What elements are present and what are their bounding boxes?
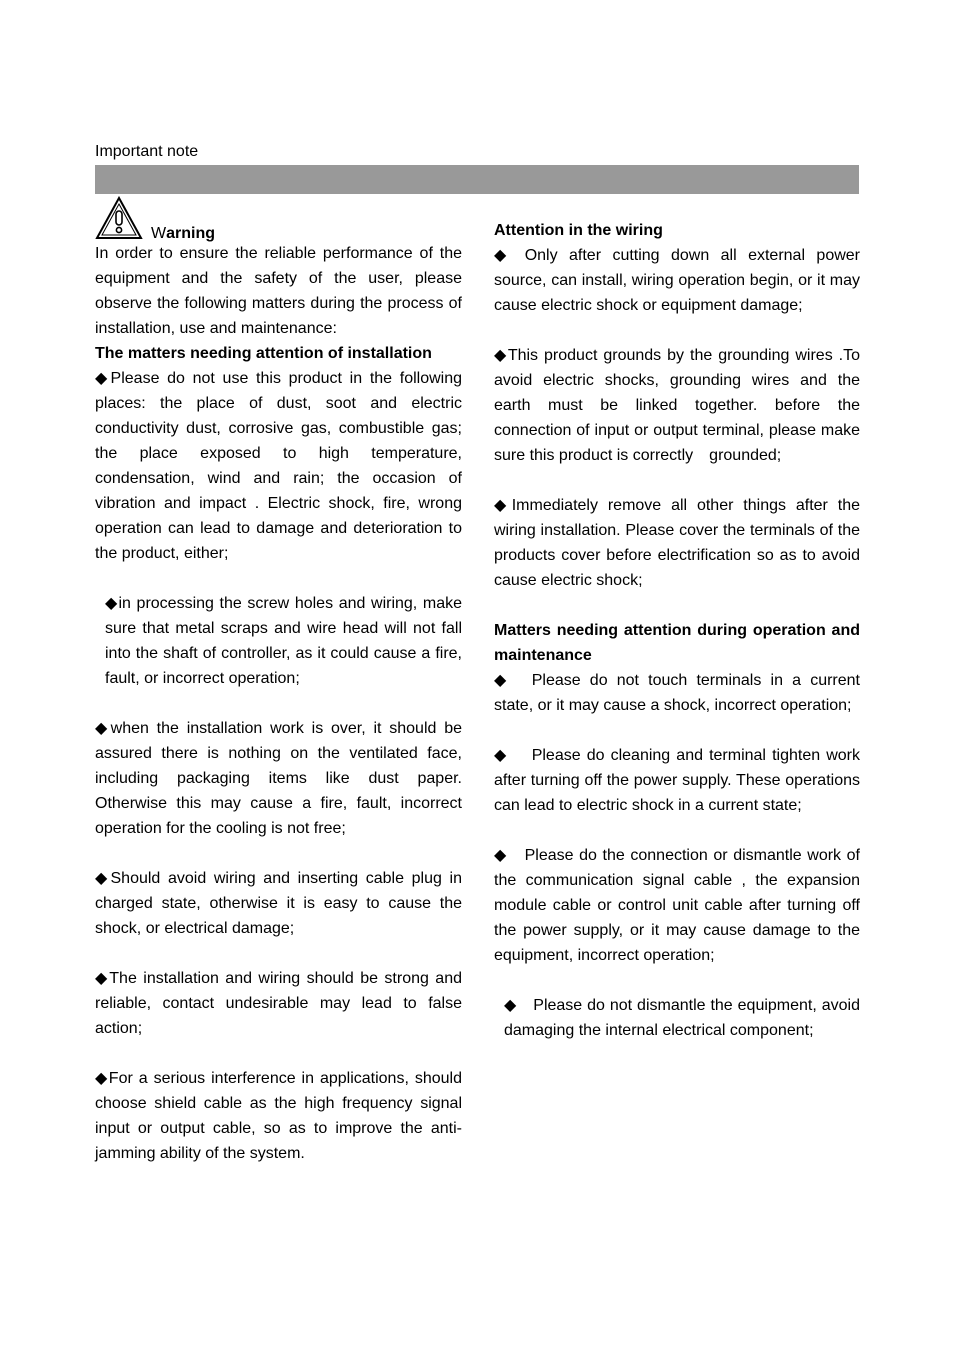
warning-heading xyxy=(95,196,462,243)
installation-item: ◆For a serious interference in applications, should choose shield cable as the high frequency signal input or output cable, so as to improve the anti-jamming ability of the system. xyxy=(95,1070,462,1162)
left-column xyxy=(95,196,462,1166)
intro-paragraph: In order to ensure the reliable performance of the equipment and the safety of the user, please observe the following matters during the process of installation, use and maintenance: xyxy=(95,245,462,337)
installation-item: ◆in processing the screw holes and wiring, make sure that metal scraps and wire head will not fall into the shaft of controller, as it could cause a fire, fault, or incorrect operation; xyxy=(105,595,462,687)
installation-item: ◆Should avoid wiring and inserting cable plug in charged state, otherwise it is easy to cause the shock, or electrical damage; xyxy=(95,870,462,937)
warning-label xyxy=(151,221,215,246)
warning-triangle-icon xyxy=(95,196,143,240)
operation-item: ◆ Please do not touch terminals in a current state, or it may cause a shock, incorrect operation; xyxy=(494,672,860,714)
operation-item: ◆ Please do the connection or dismantle work of the communication signal cable , the expansion module cable or control unit cable after turning off the power supply, or it may cause damage to the equipment, incorrect operation; xyxy=(494,847,860,964)
wiring-heading: Attention in the wiring xyxy=(494,222,663,239)
wiring-item: ◆This product grounds by the grounding wires .To avoid electric shocks, grounding wires and the earth must be linked together. before the connection of input or output terminal, please make sure this product is correctly grounded; xyxy=(494,347,860,464)
warning-label-rest: arning xyxy=(166,225,215,242)
installation-item: ◆Please do not use this product in the following places: the place of dust, soot and electric conductivity dust, corrosive gas, combustible gas; the place exposed to high temperature, condensation, wind and rain; the occasion of vibration and impact . Electric shock, fire, wrong operation can lead to damage and deterioration to the product, either; xyxy=(95,370,462,562)
operation-heading: Matters needing attention during operation and maintenance xyxy=(494,622,860,664)
operation-item: ◆ Please do cleaning and terminal tighten work after turning off the power supply. These operations can lead to electric shock in a current state; xyxy=(494,747,860,814)
right-column xyxy=(494,218,860,1043)
installation-item: ◆The installation and wiring should be strong and reliable, contact undesirable may lead to false action; xyxy=(95,970,462,1037)
header-bar xyxy=(95,165,859,194)
section-title: Important note xyxy=(95,143,199,160)
wiring-item: ◆ Only after cutting down all external power source, can install, wiring operation begin, or it may cause electric shock or equipment damage; xyxy=(494,247,860,314)
wiring-item: ◆Immediately remove all other things after the wiring installation. Please cover the terminals of the products cover before electrification so as to avoid cause electric shock; xyxy=(494,497,860,589)
warning-label-initial: W xyxy=(151,225,167,242)
operation-item: ◆ Please do not dismantle the equipment, avoid damaging the internal electrical component; xyxy=(504,997,860,1039)
installation-item: ◆when the installation work is over, it should be assured there is nothing on the ventilated face, including packaging items like dust paper. Otherwise this may cause a fire, fault, incorrect operation for the cooling is not free; xyxy=(95,720,462,837)
installation-heading: The matters needing attention of installation xyxy=(95,345,432,362)
